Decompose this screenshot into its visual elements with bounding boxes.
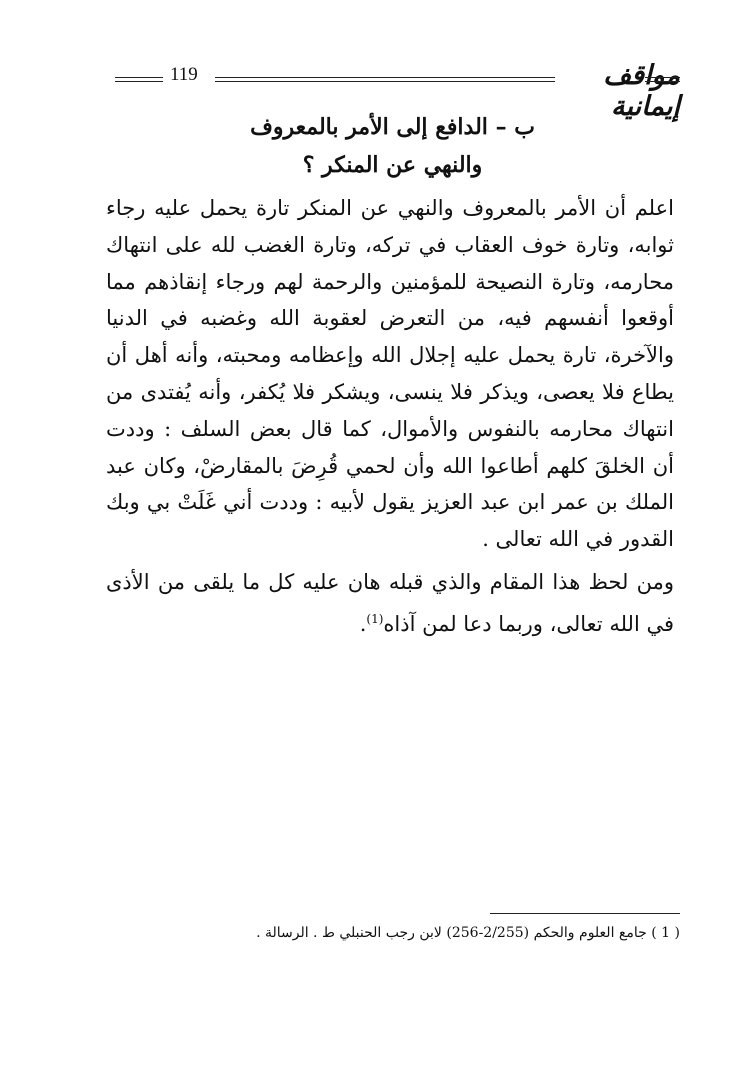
section-subtitle: والنهي عن المنكر ؟ (302, 152, 483, 178)
footnote-rule (490, 913, 680, 914)
paragraph-1: اعلم أن الأمر بالمعروف والنهي عن المنكر تارة يحمل عليه رجاء ثوابه، وتارة خوف العقاب في تركه، وتارة الغضب لله على انتهاك محارمه، وتارة النصيحة للمؤمنين والرحمة لهم ورجاء إنقاذهم مما أوقعوا أنفسهم فيه، من التعرض لعقوبة الله وغضبه في الدنيا والآخرة، تارة يحمل عليه إجلال الله وإعظامه ومحبته، وأنه أهل أن يطاع فلا يعصى، ويذكر فلا ينسى، ويشكر فلا يُكفر، وأنه يُفتدى من انتهاك محارمه بالنفوس والأموال، كما قال بعض السلف : وددت أن الخلقَ كلهم أطاعوا الله وأن لحمي قُرِضَ بالمقارضْ، وكان عبد الملك بن عمر ابن عبد العزيز يقول لأبيه : وددت أني غَلَتْ بي وبك القدور في الله تعالى . (106, 196, 674, 552)
paragraph-2 (106, 564, 674, 643)
footnote-marker[interactable]: (1) (366, 611, 384, 626)
running-header (115, 60, 680, 122)
header-rule-right (645, 77, 680, 82)
paragraph-2-end: . (359, 611, 367, 636)
header-rule-middle (215, 77, 555, 82)
page-number: 119 (170, 64, 198, 85)
running-title: مواقف إيمانية (603, 60, 680, 122)
body-text (106, 190, 674, 643)
footnote: ( 1 ) جامع العلوم والحكم (2/255-256) لابن رجب الحنبلي ط . الرسالة . (256, 925, 680, 941)
section-title: ب – الدافع إلى الأمر بالمعروف (250, 114, 535, 140)
header-rule-left (115, 77, 163, 82)
paragraph-2-text: ومن لحظ هذا المقام والذي قبله هان عليه كل ما يلقى من الأذى في الله تعالى، وربما دعا لمن آذاه (106, 569, 674, 636)
